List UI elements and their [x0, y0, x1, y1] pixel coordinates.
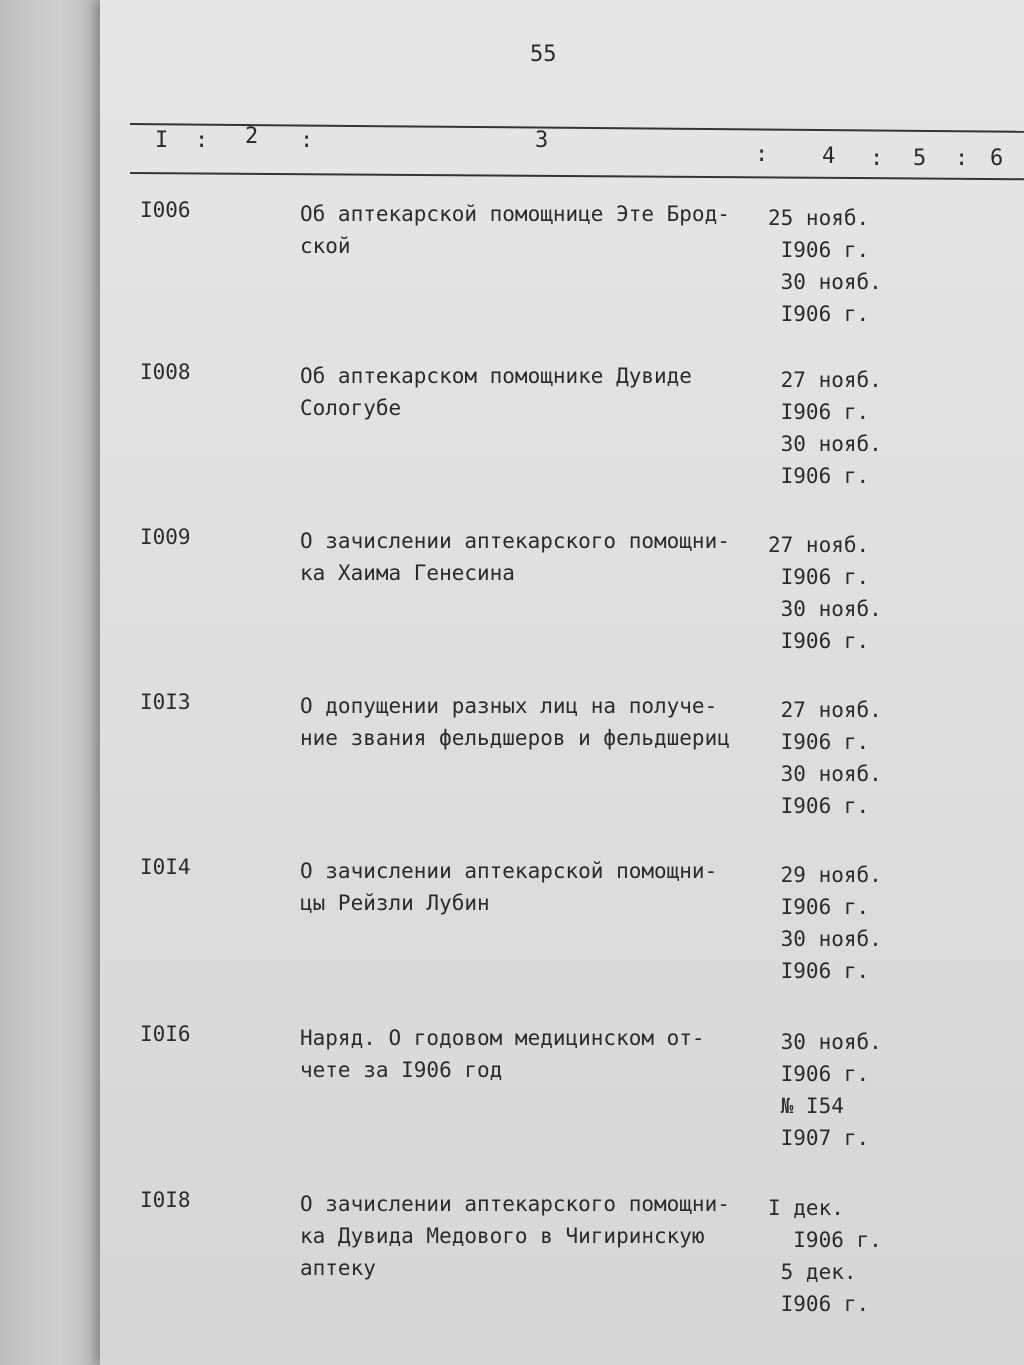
entry-date-line: I дек. — [768, 1196, 844, 1220]
entry-number: I0I8 — [140, 1188, 191, 1212]
entry-number: I0I6 — [140, 1022, 191, 1046]
entry-date-line: I906 г. — [768, 959, 870, 983]
entry-date-line: I906 г. — [768, 1228, 882, 1252]
entry-title: Наряд. О годовом медицинском от- чете за I906 год — [300, 1026, 705, 1082]
column-separator: : — [300, 128, 314, 153]
entry-date-line: I906 г. — [768, 1292, 870, 1316]
entry-title: О зачислении аптекарского помощни- ка Хаима Генесина — [300, 529, 730, 585]
entry-dates — [768, 202, 882, 330]
entry-date-line: I906 г. — [768, 238, 870, 262]
column-header-5: 5 — [913, 146, 927, 171]
entry-date-line: I906 г. — [768, 302, 870, 326]
entry-date-line: I906 г. — [768, 730, 870, 754]
entry-title: О зачислении аптекарской помощни- цы Рейзли Лубин — [300, 859, 718, 915]
entry-date-line: 27 нояб. — [768, 698, 882, 722]
entry-title: Об аптекарском помощнике Дувиде Сологубе — [300, 364, 692, 420]
entry-date-line: № I54 — [768, 1094, 844, 1118]
entry-number: I008 — [140, 360, 191, 384]
entry-dates — [768, 859, 882, 987]
entry-dates — [768, 694, 882, 822]
page-number: 55 — [530, 42, 557, 67]
entry-number: I006 — [140, 198, 191, 222]
column-separator: : — [195, 128, 209, 153]
entry-date-line: I906 г. — [768, 629, 870, 653]
entry-date-line: I906 г. — [768, 1062, 870, 1086]
previous-page-edge — [0, 0, 100, 1365]
entry-date-line: I906 г. — [768, 464, 870, 488]
entry-date-line: 25 нояб. — [768, 206, 870, 230]
entry-dates — [768, 1192, 882, 1320]
column-header-4: 4 — [822, 144, 836, 169]
document-page — [100, 0, 1024, 1365]
entry-dates — [768, 364, 882, 492]
entry-date-line: 30 нояб. — [768, 927, 882, 951]
entry-date-line: I906 г. — [768, 400, 870, 424]
entry-title: О зачислении аптекарского помощни- ка Дувида Медового в Чигиринскую аптеку — [300, 1192, 730, 1280]
column-header-1: I — [155, 128, 169, 153]
column-header-2: 2 — [245, 124, 259, 149]
entry-date-line: I906 г. — [768, 895, 870, 919]
entry-number: I0I3 — [140, 690, 191, 714]
entry-date-line: 30 нояб. — [768, 597, 882, 621]
entry-date-line: 29 нояб. — [768, 863, 882, 887]
entry-dates — [768, 529, 882, 657]
entry-date-line: I906 г. — [768, 565, 870, 589]
entry-title: О допущении разных лиц на получе- ние звания фельдшеров и фельдшериц — [300, 694, 730, 750]
entry-date-line: 30 нояб. — [768, 270, 882, 294]
entry-title: Об аптекарской помощнице Эте Брод- ской — [300, 202, 730, 258]
entry-date-line: 27 нояб. — [768, 533, 870, 557]
column-header-3: 3 — [535, 128, 549, 153]
column-header-row — [100, 124, 1024, 171]
column-separator: : — [755, 142, 769, 167]
entry-date-line: I907 г. — [768, 1126, 870, 1150]
entry-dates — [768, 1026, 882, 1154]
entry-date-line: 30 нояб. — [768, 1030, 882, 1054]
entry-date-line: 5 дек. — [768, 1260, 857, 1284]
entry-date-line: 30 нояб. — [768, 762, 882, 786]
column-separator: : — [955, 146, 969, 171]
entry-number: I0I4 — [140, 855, 191, 879]
entry-date-line: 30 нояб. — [768, 432, 882, 456]
entry-date-line: 27 нояб. — [768, 368, 882, 392]
column-header-6: 6 — [990, 146, 1004, 171]
entry-date-line: I906 г. — [768, 794, 870, 818]
entry-number: I009 — [140, 525, 191, 549]
column-separator: : — [870, 146, 884, 171]
header-bottom-rule — [130, 172, 1024, 180]
